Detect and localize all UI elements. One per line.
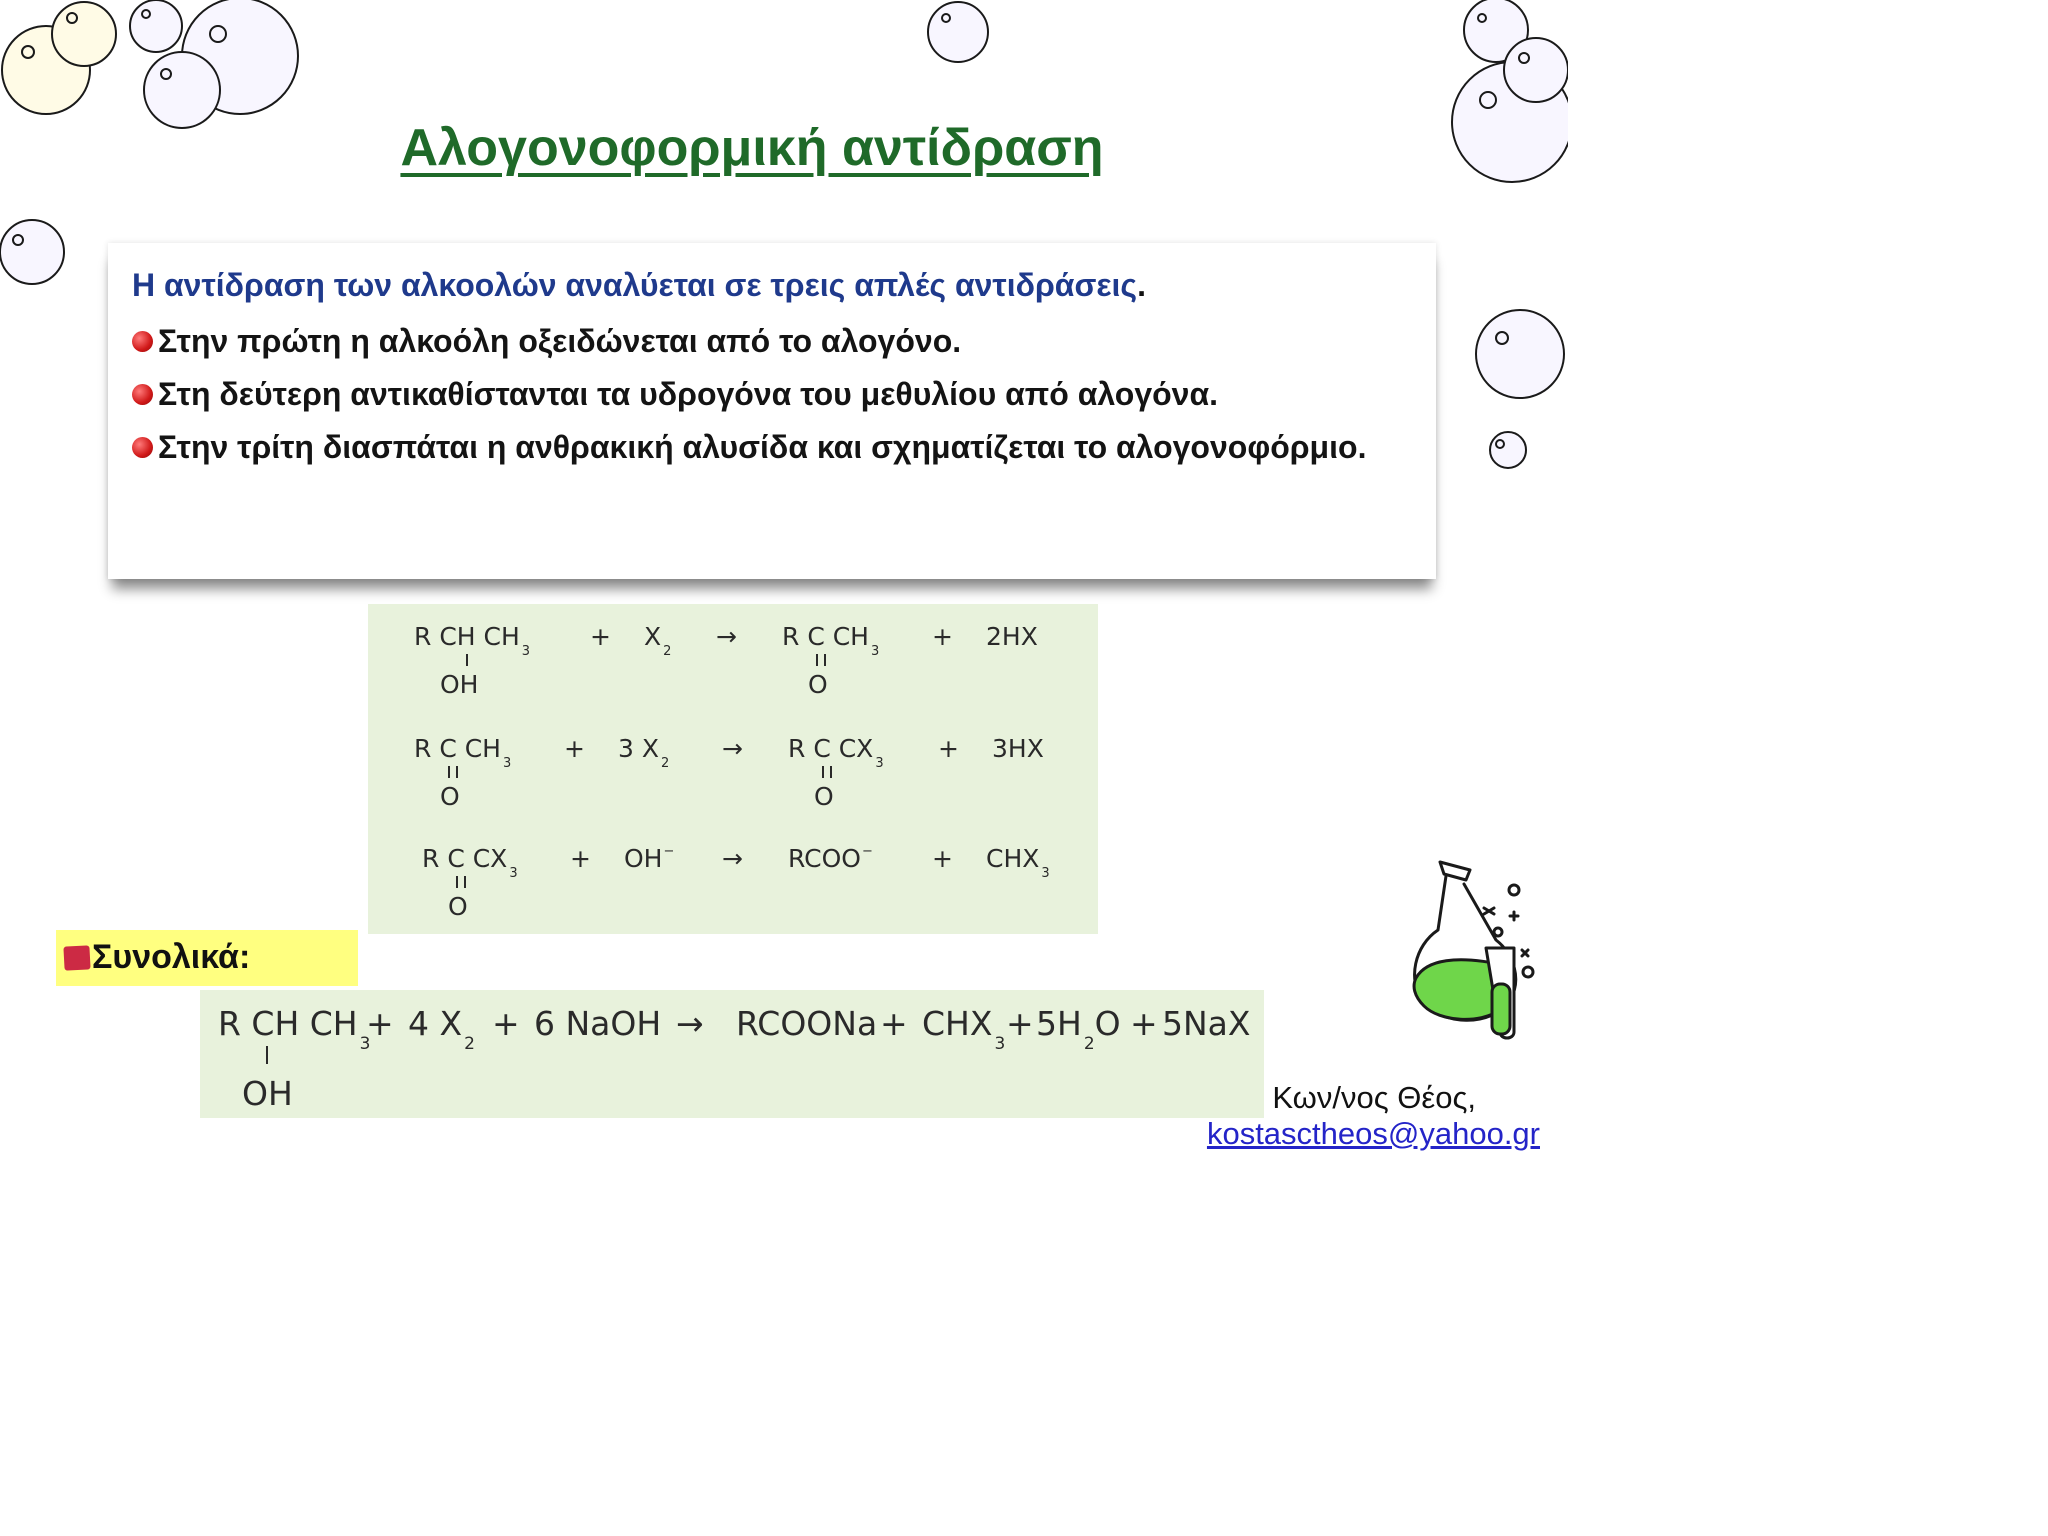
r2-carbonyl-o: O (814, 782, 834, 811)
bullet-dot-icon (132, 331, 153, 352)
author-email-link[interactable]: kostasctheos@yahoo.gr (1206, 1116, 1540, 1151)
r3-product: RCOO− (788, 844, 873, 873)
overall-haloform: $CHX_3$ (922, 1004, 1006, 1054)
r1-reagent: $X_2$ (644, 622, 672, 659)
reaction-arrow: → (716, 622, 737, 651)
single-bond (466, 654, 468, 666)
bullet-list (132, 319, 1412, 478)
text-card (108, 243, 1436, 579)
reaction-steps-panel (368, 604, 1098, 934)
overall-hydroxyl: OH (242, 1074, 293, 1113)
reaction-arrow: → (722, 844, 743, 873)
plus-sign: + (932, 622, 953, 651)
plus-sign: + (932, 844, 953, 873)
r3-carbonyl-o: O (448, 892, 468, 921)
overall-salt: 5NaX (1162, 1004, 1251, 1043)
overall-product: RCOONa (736, 1004, 878, 1043)
r2-reagent: 3 $X_2$ (618, 734, 670, 771)
r2-byproduct: 3HX (992, 734, 1044, 763)
square-bullet-icon (63, 945, 90, 970)
r2-reactant: R C $CH_3$ (414, 734, 512, 771)
double-bond (816, 654, 826, 666)
plus-sign: + (938, 734, 959, 763)
bullet-item (132, 425, 1412, 469)
plus-sign: + (590, 622, 611, 651)
r1-reactant: R CH $CH_3$ (414, 622, 531, 659)
overall-reaction-panel (200, 990, 1264, 1118)
bullet-item (132, 319, 1412, 363)
plus-sign: + (366, 1004, 394, 1043)
bullet-text: Στην τρίτη διασπάται η ανθρακική αλυσίδα και σχηματίζεται το αλογονοφόρμιο. (158, 429, 1367, 465)
bullet-dot-icon (132, 437, 153, 458)
r2-product: R C $CX_3$ (788, 734, 884, 771)
bullet-dot-icon (132, 384, 153, 405)
plus-sign: + (880, 1004, 908, 1043)
r3-reactant: R C $CX_3$ (422, 844, 518, 881)
plus-sign: + (1006, 1004, 1034, 1043)
summary-label (56, 930, 358, 986)
intro-sentence: Η αντίδραση των αλκοολών αναλύεται σε τρεις απλές αντιδράσεις (132, 267, 1138, 303)
overall-base: 6 NaOH (534, 1004, 662, 1043)
overall-reactant: R CH $CH_3$ (218, 1004, 371, 1054)
r1-carbonyl-o: O (808, 670, 828, 699)
overall-water: $5H_2O$ (1036, 1004, 1121, 1054)
r1-byproduct: 2HX (986, 622, 1038, 651)
bullet-item (132, 372, 1412, 416)
double-bond (456, 876, 466, 888)
r2-carbonyl-o: O (440, 782, 460, 811)
plus-sign: + (564, 734, 585, 763)
slide-title: Αλογονοφορμική αντίδραση (400, 119, 1104, 177)
r3-reagent: OH− (624, 844, 675, 873)
r3-byproduct: $CHX_3$ (986, 844, 1050, 881)
author-name: Κων/νος Θέος, (1272, 1080, 1476, 1115)
overall-halogen: 4 $X_2$ (408, 1004, 475, 1054)
plus-sign: + (1130, 1004, 1158, 1043)
double-bond (822, 766, 832, 778)
summary-label-text: Συνολικά: (92, 938, 251, 976)
intro-text (132, 267, 1146, 304)
bullet-text: Στη δεύτερη αντικαθίστανται τα υδρογόνα του μεθυλίου από αλογόνα. (158, 376, 1219, 412)
plus-sign: + (570, 844, 591, 873)
reaction-arrow: → (722, 734, 743, 763)
intro-period: . (1137, 267, 1146, 303)
bullet-text: Στην πρώτη η αλκοόλη οξειδώνεται από το αλογόνο. (158, 323, 962, 359)
plus-sign: + (492, 1004, 520, 1043)
double-bond (448, 766, 458, 778)
flask-icon (1400, 850, 1550, 1050)
r1-product: R C $CH_3$ (782, 622, 880, 659)
r1-hydroxyl: OH (440, 670, 479, 699)
reaction-arrow: → (676, 1004, 704, 1043)
single-bond (266, 1046, 268, 1064)
